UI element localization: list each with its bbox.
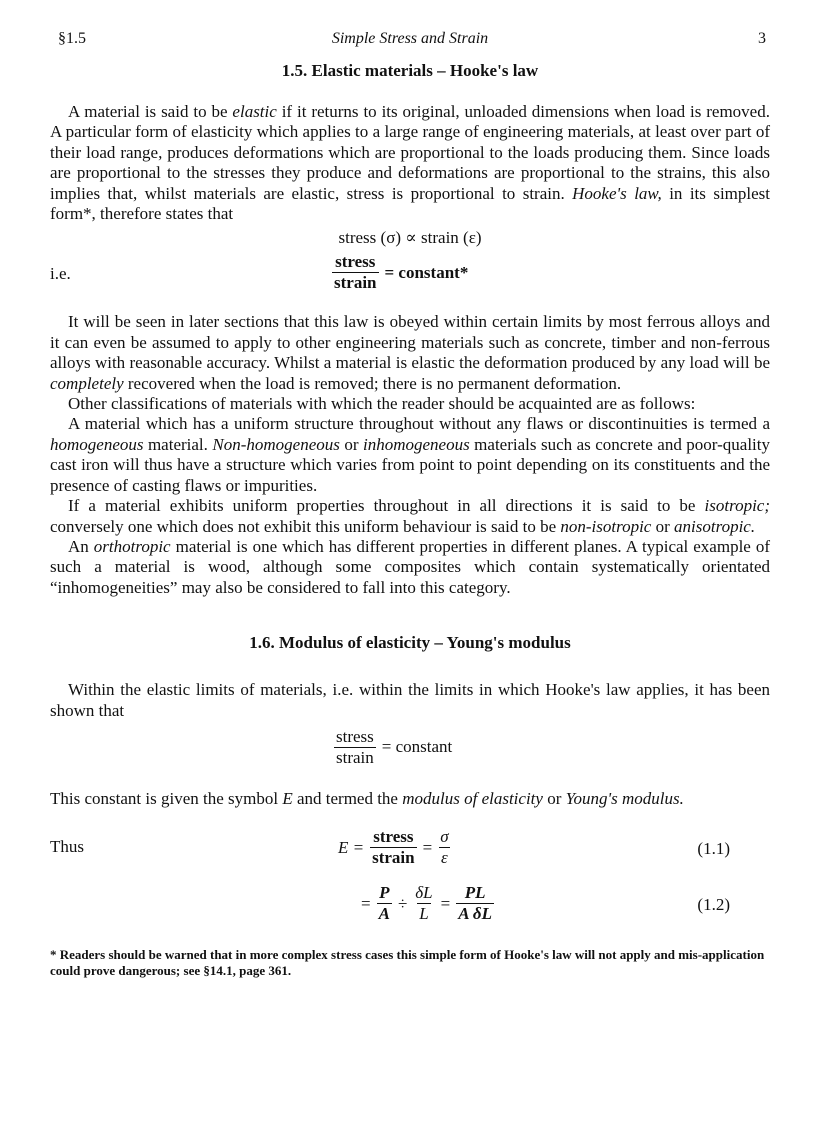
equation-proportionality: stress (σ) ∝ strain (ε) bbox=[338, 228, 482, 248]
equation-number-1-1: (1.1) bbox=[697, 839, 730, 859]
paragraph-classifications: Other classifications of materials with which the reader should be acquainted are as follows: bbox=[68, 394, 696, 414]
fraction-stress-strain-plain: $\frac{\text{stress}}{\text{strain}}$ bbox=[336, 726, 374, 767]
ie-label: i.e. bbox=[50, 264, 71, 284]
equation-stress-strain-constant: $\frac{\text{stress}}{\text{strain}}$ = constant bbox=[336, 726, 453, 767]
paragraph-homogeneous: A material which has a uniform structure throughout without any flaws or discontinuities is termed a homogeneous material. Non-homogeneous or inhomogeneous materials such as concrete and poor-quality cast iron will thus have a structure which varies from point to point depending on its constituents and the presence of casting flaws or impurities. bbox=[50, 414, 770, 495]
section-number: §1.5 bbox=[58, 30, 86, 47]
paragraph-law-limits: It will be seen in later sections that this law is obeyed within certain limits by most ferrous alloys and it can even be assumed to apply to other engineering materials such as concrete, timber and non-ferrous alloys with reasonable accuracy. Whilst a material is elastic the deformation produced by any load will be completely recovered when the load is removed; there is no permanent deformation. bbox=[50, 312, 770, 393]
page-number: 3 bbox=[758, 30, 766, 47]
paragraph-elastic: A material is said to be elastic if it returns to its original, unloaded dimensions when load is removed. A particular form of elasticity which applies to a large range of engineering materials, at least over part of their load range, produces deformations which are proportional to the loads producing them. Since loads are proportional to the stresses they produce and deformations are proportional to the strains, this also implies that, whilst materials are elastic, stress is proportional to strain. Hooke's law, in its simplest form*, therefore states that bbox=[50, 102, 770, 224]
running-head bbox=[50, 30, 770, 54]
fraction-dl-l: $\frac{\delta L}{L}$ bbox=[415, 883, 433, 924]
page bbox=[50, 30, 770, 979]
fraction-sigma-epsilon: $\frac{\sigma}{\varepsilon}$ bbox=[440, 827, 449, 868]
equation-1-2: = $\frac{P}{A}$ ÷ $\frac{\delta L}{L}$ = $\frac{PL}{\text{A δL}}$ (1.2) bbox=[361, 883, 730, 924]
running-title: Simple Stress and Strain bbox=[331, 30, 489, 47]
paragraph-youngs-modulus: This constant is given the symbol E and termed the modulus of elasticity or Young's modulus. bbox=[50, 788, 684, 808]
fraction-p-a: $\frac{P}{A}$ bbox=[378, 883, 390, 924]
thus-label: Thus bbox=[50, 837, 84, 857]
paragraph-isotropic: If a material exhibits uniform properties throughout in all directions it is said to be isotropic; conversely one which does not exhibit this uniform behaviour is said to be non-isotropic or anisotropic. bbox=[50, 496, 770, 536]
paragraph-orthotropic: An orthotropic material is one which has different properties in different planes. A typical example of such a material is wood, although some composites which contain systematically orientated “inhomogeneities” may also be considered to fall into this category. bbox=[50, 536, 770, 597]
fraction-pl-adl: $\frac{PL}{\text{A δL}}$ bbox=[458, 883, 492, 924]
footnote: * Readers should be warned that in more complex stress cases this simple form of Hooke's law will not apply and mis-application could prove dangerous; see §14.1, page 361. bbox=[50, 947, 765, 979]
section-1-5-heading: 1.5. Elastic materials – Hooke's law bbox=[281, 61, 539, 80]
equation-stress-strain-bold: i.e. $\frac{\text{stress}}{\text{strain}}$ = constant* bbox=[50, 252, 469, 293]
fraction-stress-strain: $\frac{\text{stress}}{\text{strain}}$ bbox=[334, 252, 377, 293]
fraction-stress-strain-1-1: $\frac{\text{stress}}{\text{strain}}$ bbox=[372, 827, 415, 868]
paragraph-elastic-limits: Within the elastic limits of materials, i.e. within the limits in which Hooke's law applies, it has been shown that bbox=[50, 680, 770, 720]
section-1-6-heading: 1.6. Modulus of elasticity – Young's modulus bbox=[249, 633, 571, 653]
equation-number-1-2: (1.2) bbox=[697, 895, 730, 915]
equation-1-1: Thus E = $\frac{\text{stress}}{\text{strain}}$ = $\frac{\sigma}{\varepsilon}$ (1.1) bbox=[50, 827, 730, 868]
